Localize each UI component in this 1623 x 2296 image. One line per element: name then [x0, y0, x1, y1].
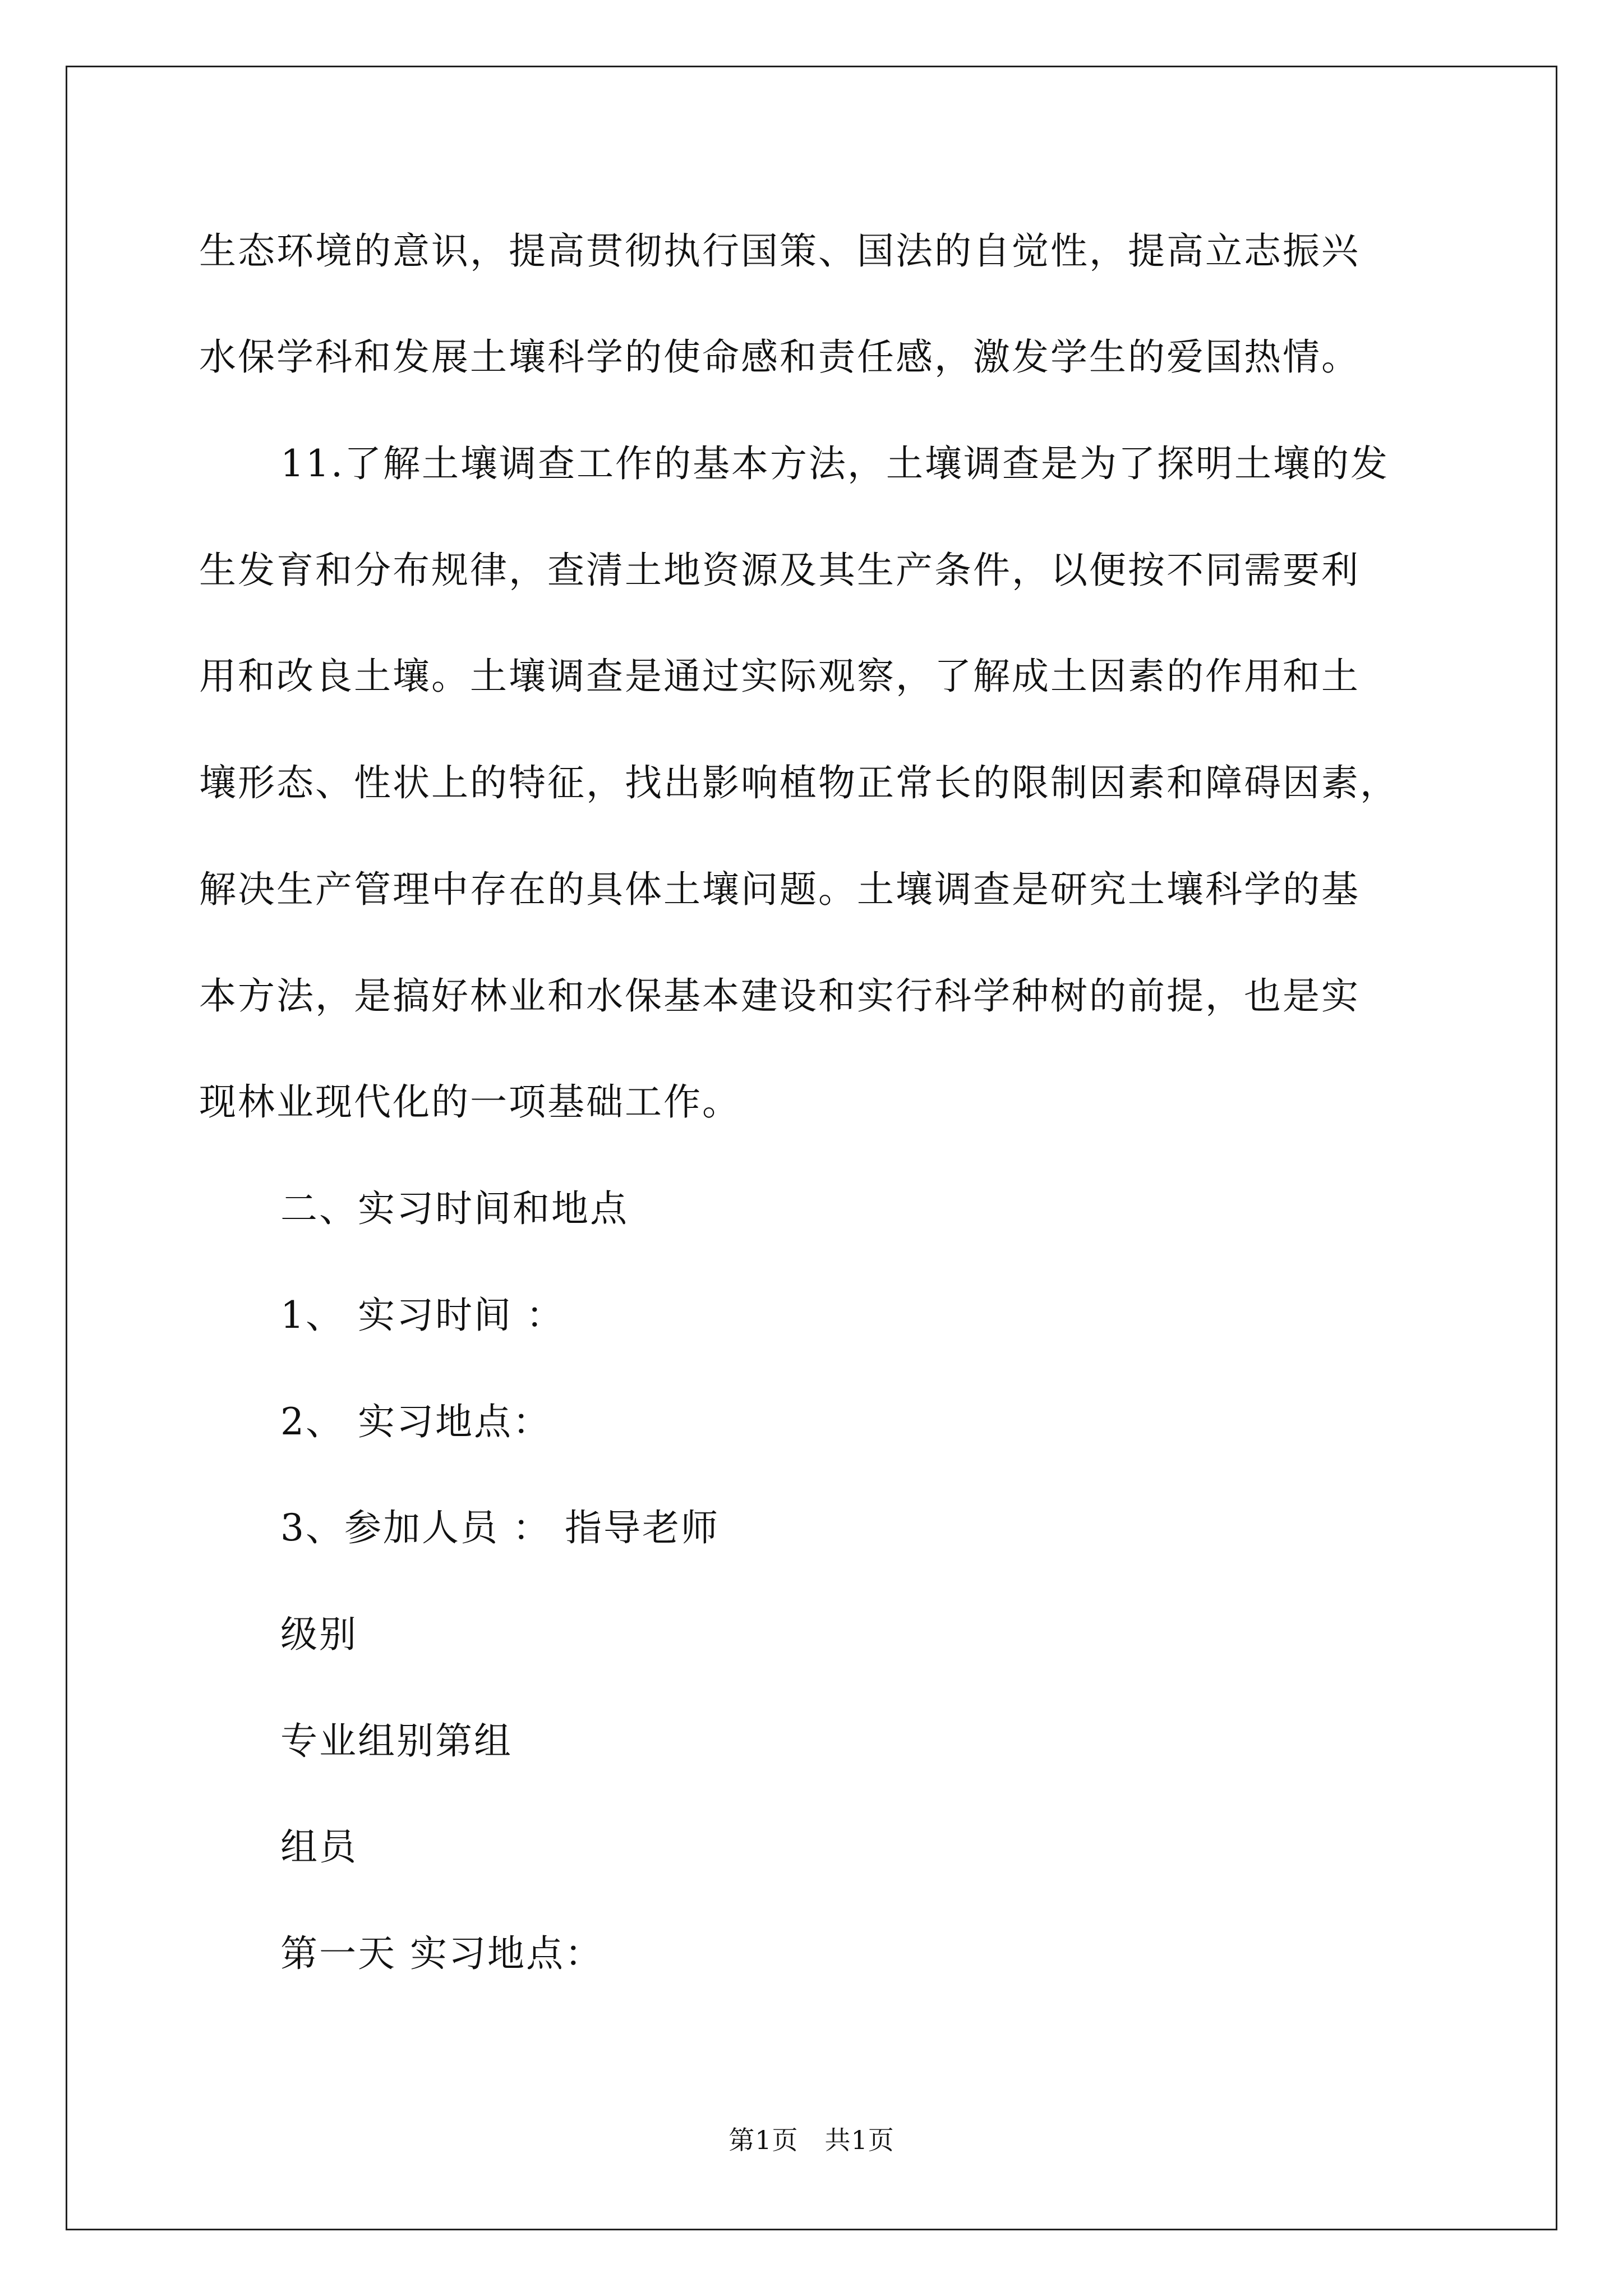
- paragraph-line: 生态环境的意识，提高贯彻执行国策、国法的自觉性，提高立志振兴: [199, 229, 1360, 273]
- field-members: 组员: [280, 1825, 358, 1869]
- paragraph-line: 11.了解土壤调查工作的基本方法，土壤调查是为了探明土壤的发: [280, 442, 1389, 485]
- paragraph-line: 现林业现代化的一项基础工作。: [199, 1080, 741, 1124]
- paragraph-line: 解决生产管理中存在的具体土壤问题。土壤调查是研究土壤科学的基: [199, 868, 1360, 911]
- day1-heading: 第一天 实习地点：: [280, 1932, 603, 1975]
- paragraph-line: 本方法，是搞好林业和水保基本建设和实行科学种树的前提，也是实: [199, 974, 1360, 1018]
- paragraph-line: 生发育和分布规律，查清土地资源及其生产条件，以便按不同需要利: [199, 549, 1360, 592]
- list-item-participants: 3、参加人员 ： 指导老师: [280, 1506, 720, 1549]
- paragraph-line: 用和改良土壤。土壤调查是通过实际观察，了解成土因素的作用和土: [199, 655, 1360, 698]
- list-item-location: 2、 实习地点：: [280, 1400, 551, 1443]
- paragraph-line: 水保学科和发展土壤科学的使命感和责任感，激发学生的爱国热情。: [199, 335, 1360, 379]
- field-grade: 级别: [280, 1613, 358, 1656]
- field-major-group: 专业组别第组: [280, 1719, 513, 1763]
- list-item-time: 1、 实习时间 ：: [280, 1294, 565, 1337]
- page-footer: 第1页 共1页: [728, 2125, 895, 2155]
- section-heading: 二、实习时间和地点: [280, 1187, 629, 1230]
- paragraph-line: 壤形态、性状上的特征，找出影响植物正常长的限制因素和障碍因素，: [199, 761, 1399, 804]
